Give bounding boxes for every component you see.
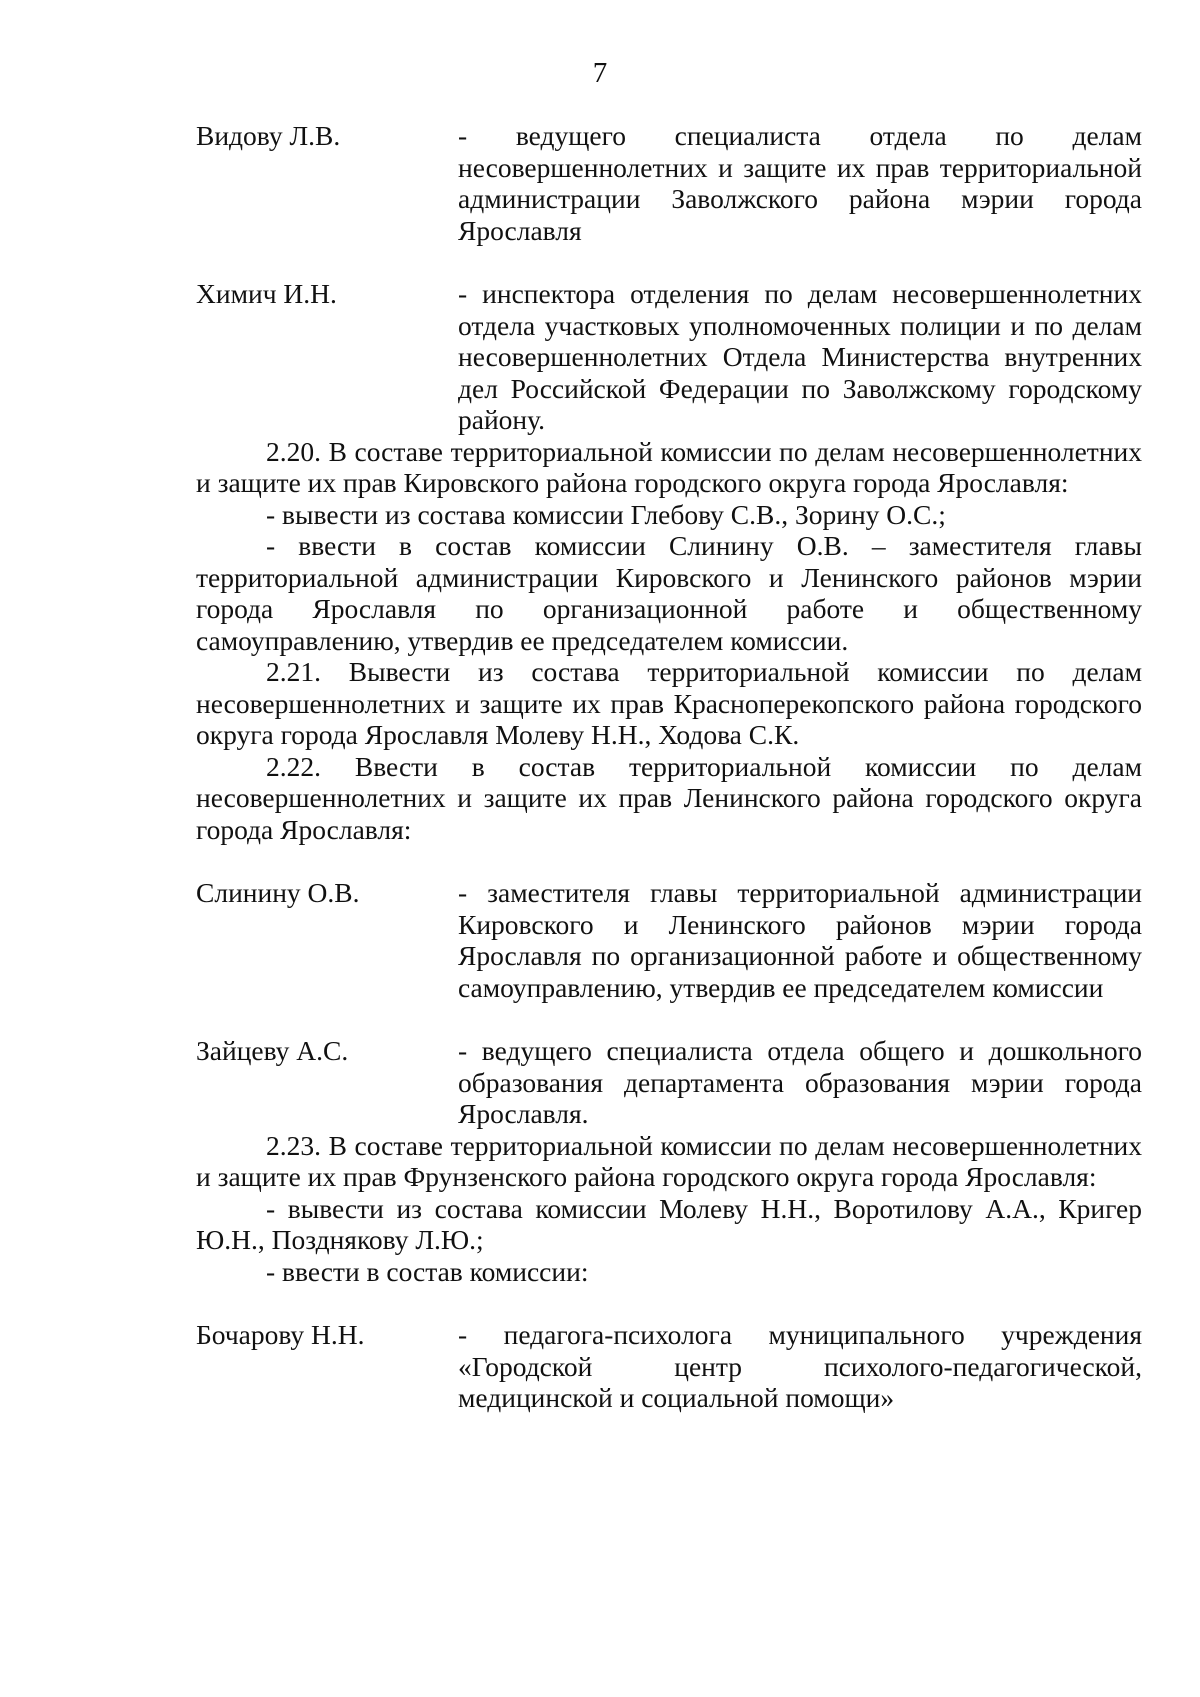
member-description: - ведущего специалиста отдела общего и дошкольного образования департамента образования мэрии города Ярославля. [458, 1035, 1142, 1129]
clause-2-23-remove: - вывести из состава комиссии Молеву Н.Н., Воротилову А.А., Кригер Ю.Н., Позднякову Л.Ю.; [196, 1192, 1142, 1255]
member-entry-bocharova [196, 1319, 1142, 1414]
member-entry-slinina [196, 877, 1142, 1003]
member-name: Видову Л.В. [196, 120, 341, 151]
spacer [196, 845, 1142, 877]
clause-2-23-add: - ввести в состав комиссии: [266, 1255, 589, 1287]
member-name: Зайцеву А.С. [196, 1035, 349, 1066]
member-name: Бочарову Н.Н. [196, 1319, 365, 1350]
spacer [196, 1003, 1142, 1035]
member-description: - заместителя главы территориальной администрации Кировского и Ленинского районов мэрии города Ярославля по организационной работе и общественному самоуправлению, утвердив ее председателем комиссии [458, 877, 1142, 1003]
document-body [196, 120, 1142, 1414]
spacer [196, 246, 1142, 278]
member-description: - инспектора отделения по делам несовершеннолетних отдела участковых уполномоченных полиции и по делам несовершеннолетних Отдела Министерства внутренних дел Российской Федерации по Заволжскому городскому району. [458, 278, 1142, 435]
member-entry-khimich [196, 278, 1142, 436]
spacer [196, 1287, 1142, 1319]
clause-2-23: 2.23. В составе территориальной комиссии по делам несовершеннолетних и защите их прав Фрунзенского района городского округа города Ярославля: [196, 1129, 1142, 1192]
member-description: - педагога-психолога муниципального учреждения «Городской центр психолого-педагогической, медицинской и социальной помощи» [458, 1319, 1142, 1413]
clause-2-20-remove: - вывести из состава комиссии Глебову С.В., Зорину О.С.; [266, 498, 946, 530]
clause-2-21: 2.21. Вывести из состава территориальной комиссии по делам несовершеннолетних и защите их прав Красноперекопского района городского округа города Ярославля Молеву Н.Н., Ходова С.К. [196, 656, 1142, 750]
page-number: 7 [592, 57, 608, 89]
clause-2-22: 2.22. Ввести в состав территориальной комиссии по делам несовершеннолетних и защите их прав Ленинского района городского округа города Ярославля: [196, 750, 1142, 845]
member-entry-zaitseva [196, 1035, 1142, 1130]
member-description: - ведущего специалиста отдела по делам несовершеннолетних и защите их прав территориальной администрации Заволжского района мэрии города Ярославля [458, 120, 1142, 246]
member-name: Химич И.Н. [196, 278, 337, 309]
clause-2-20: 2.20. В составе территориальной комиссии по делам несовершеннолетних и защите их прав Кировского района городского округа города Ярославля: [196, 435, 1142, 498]
member-name: Слинину О.В. [196, 877, 360, 908]
clause-2-20-add: - ввести в состав комиссии Слинину О.В. – заместителя главы территориальной администрации Кировского и Ленинского районов мэрии города Ярославля по организационной работе и общественному самоуправлению, утвердив ее председателем комиссии. [196, 530, 1142, 656]
member-entry-vidova [196, 120, 1142, 246]
